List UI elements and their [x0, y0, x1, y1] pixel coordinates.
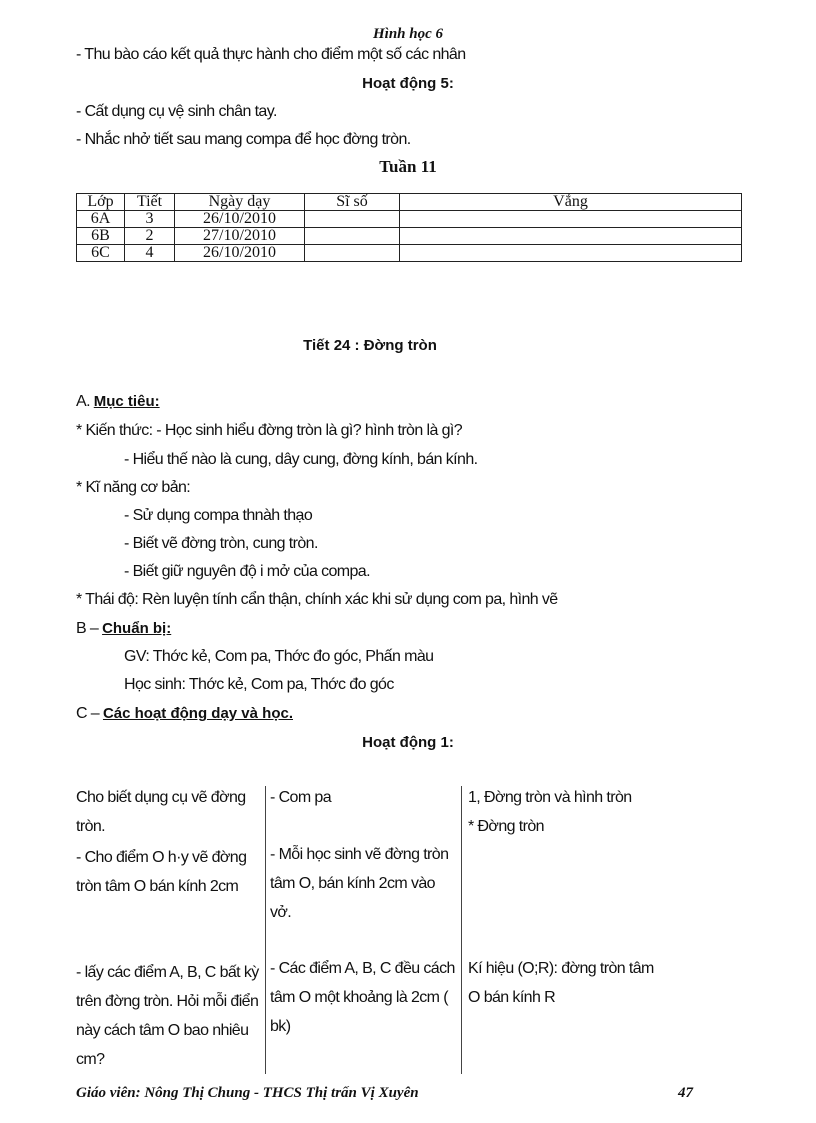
text-line: - Thu bào cáo kết quả thực hành cho điểm một số các nhân: [76, 46, 466, 63]
section-label: Mục tiêu:: [93, 393, 160, 410]
attendance-table: [76, 193, 742, 262]
footer-teacher: Giáo viên: Nông Thị Chung - THCS Thị trấn Vị Xuyên: [76, 1085, 419, 1101]
table-cell: [400, 228, 742, 245]
text-line: - Cất dụng cụ vệ sinh chân tay.: [76, 103, 277, 120]
text-line: Học sinh: Thớc kẻ, Com pa, Thớc đo góc: [124, 676, 394, 693]
table-cell: 27/10/2010: [175, 228, 305, 245]
table-cell: 6C: [77, 245, 125, 262]
header-cell: Vắng: [400, 194, 742, 211]
text-line: * Kiến thức: - Học sinh hiểu đờng tròn là gì? hình tròn là gì?: [76, 422, 463, 439]
teacher-activity-cell: - lấy các điểm A, B, C bất kỳ trên đờng tròn. Hỏi mỗi điển này cách tâm O bao nhiêu cm?: [76, 964, 259, 1068]
table-cell: [305, 211, 400, 228]
student-activity-cell: - Mỗi học sinh vẽ đờng tròn tâm O, bán kính 2cm vào vở.: [270, 846, 449, 921]
section-prefix: A.: [76, 393, 94, 410]
text-line: - Biết vẽ đờng tròn, cung tròn.: [124, 535, 318, 552]
table-cell: [400, 245, 742, 262]
column-divider: [265, 786, 266, 1074]
header-cell: Tiết: [125, 194, 175, 211]
section-b-heading: [76, 620, 171, 638]
section-prefix: B –: [76, 620, 103, 637]
running-header: Hình học 6: [372, 26, 444, 42]
content-cell: 1, Đờng tròn và hình tròn: [468, 789, 632, 806]
table-header-row: [77, 194, 742, 211]
table-cell: [305, 228, 400, 245]
section-prefix: C –: [76, 705, 103, 722]
teacher-activity-cell: Cho biết dụng cụ vẽ đờng tròn.: [76, 789, 246, 835]
table-cell: 6B: [77, 228, 125, 245]
table-cell: [305, 245, 400, 262]
lesson-title: Tiết 24 : Đờng tròn: [303, 337, 437, 354]
text-line: * Kĩ năng cơ bản:: [76, 479, 191, 496]
teacher-activity-cell: - Cho điểm O h·y vẽ đờng tròn tâm O bán kính 2cm: [76, 849, 247, 895]
table-row: [77, 245, 742, 262]
section-label: Các hoạt động dạy và học.: [102, 705, 293, 722]
activity-heading: Hoạt động 5:: [362, 75, 454, 92]
section-a-heading: [76, 393, 160, 411]
text-line: - Biết giữ nguyên độ i mở của compa.: [124, 563, 370, 580]
week-heading: Tuần 11: [379, 157, 437, 176]
student-activity-cell: - Các điểm A, B, C đều cách tâm O một khoảng là 2cm ( bk): [270, 960, 455, 1035]
table-cell: 2: [125, 228, 175, 245]
table-cell: 26/10/2010: [175, 211, 305, 228]
section-label: Chuẩn bị:: [102, 620, 172, 637]
header-cell: Ngày dạy: [175, 194, 305, 211]
table-cell: 26/10/2010: [175, 245, 305, 262]
content-cell: * Đờng tròn: [468, 818, 544, 835]
text-line: - Sử dụng compa thnàh thạo: [124, 507, 313, 524]
table-row: [77, 228, 742, 245]
table-cell: 6A: [77, 211, 125, 228]
header-cell: Sĩ số: [305, 194, 400, 211]
page-number: 47: [678, 1085, 693, 1101]
text-line: GV: Thớc kẻ, Com pa, Thớc đo góc, Phấn màu: [124, 648, 434, 665]
table-row: [77, 211, 742, 228]
content-cell: Kí hiệu (O;R): đờng tròn tâm O bán kính R: [468, 960, 654, 1006]
table-cell: 3: [125, 211, 175, 228]
text-line: - Hiểu thế nào là cung, dây cung, đờng kính, bán kính.: [124, 451, 478, 468]
header-cell: Lớp: [77, 194, 125, 211]
student-activity-cell: - Com pa: [270, 789, 331, 806]
table-cell: [400, 211, 742, 228]
column-divider: [461, 786, 462, 1074]
text-line: * Thái độ: Rèn luyện tính cẩn thận, chính xác khi sử dụng com pa, hình vẽ: [76, 591, 558, 608]
section-c-heading: [76, 705, 293, 723]
activity-heading: Hoạt động 1:: [362, 734, 454, 751]
text-line: - Nhắc nhở tiết sau mang compa để học đờng tròn.: [76, 131, 411, 148]
table-cell: 4: [125, 245, 175, 262]
